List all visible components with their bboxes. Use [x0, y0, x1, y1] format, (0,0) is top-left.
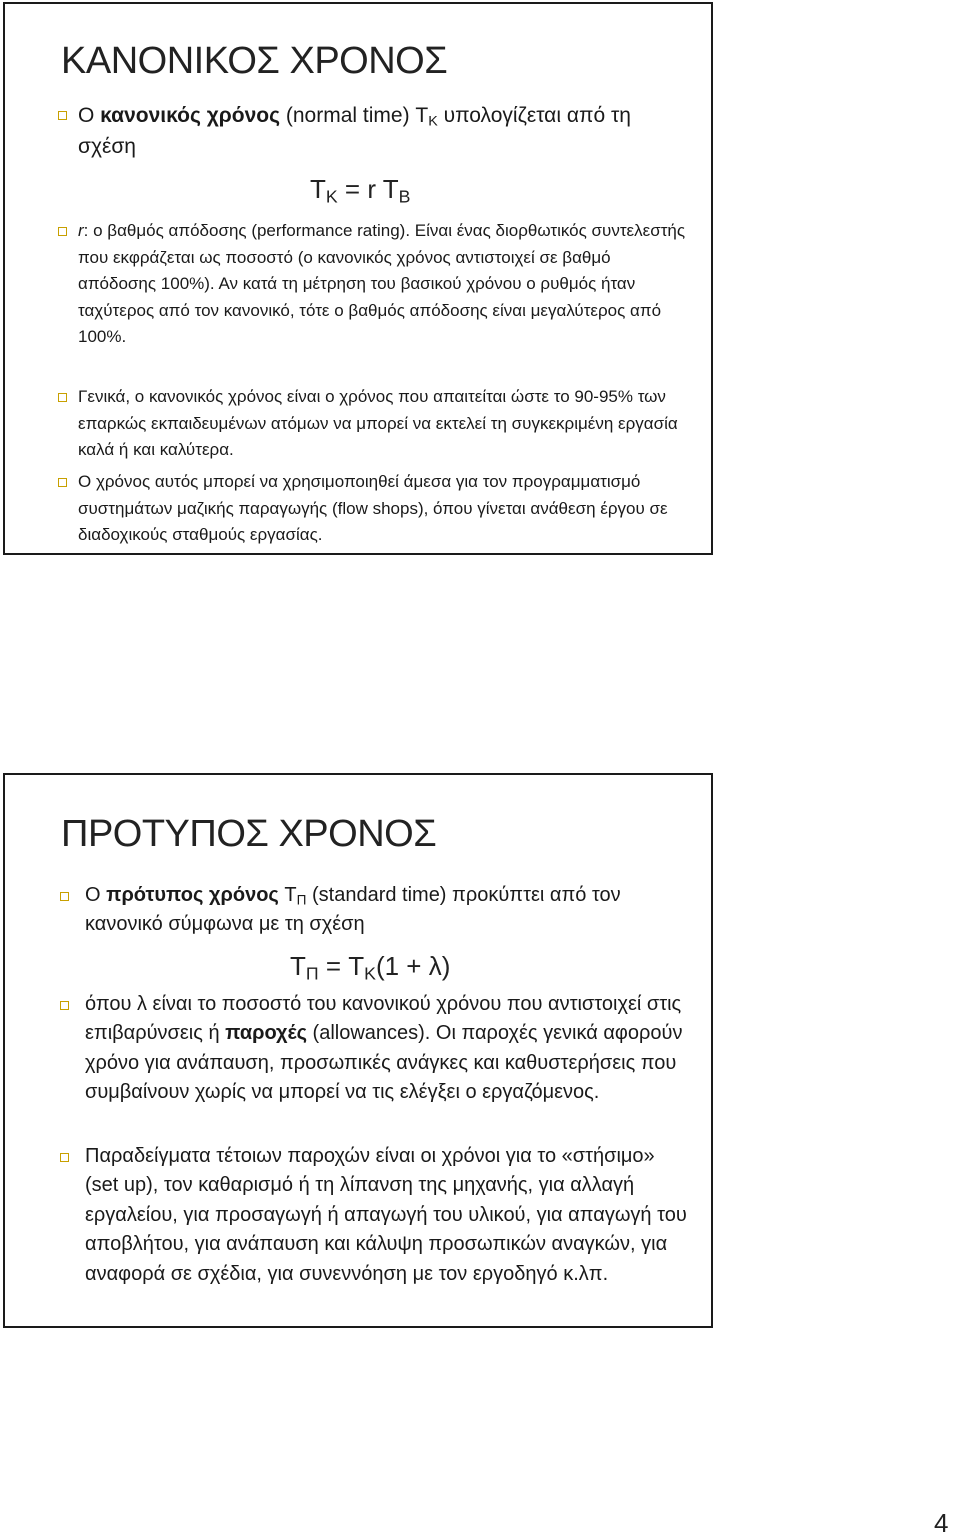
list-item: [78, 100, 687, 162]
bullet-text: Ο κανονικός χρόνος (normal time) $T_K$ υπολογίζεται από τη σχέση: [78, 104, 631, 158]
square-bullet-icon: [60, 1153, 69, 1162]
square-bullet-icon: [58, 111, 67, 120]
bullet-text: όπου λ είναι το ποσοστό του κανονικού χρόνου που αντιστοιχεί στις επιβαρύνσεις ή παροχές (allowances). Οι παροχές γενικά αφορούν χρόνο για ανάπαυση, προσωπικές ανάγκες και καθυστερήσεις που συμβαίνουν χωρίς να μπορεί να τις ελέγξει ο εργαζόμενος.: [85, 993, 683, 1104]
list-item: [85, 1142, 687, 1289]
slide-title: ΠΡΟΤΥΠΟΣ ΧΡΟΝΟΣ: [61, 813, 437, 855]
list-item: [85, 881, 687, 940]
bullet-text: Παραδείγματα τέτοιων παροχών είναι οι χρόνοι για το «στήσιμο» (set up), τον καθαρισμό ή τη λίπανση της μηχανής, για αλλαγή εργαλείου, για προσαγωγή ή απαγωγή του υλικού, για απαγωγή του αποβλήτου, για ανάπαυση και κάλυψη προσωπικών αναγκών, για αναφορά σε σχέδια, για συνεννόηση με τον εργοδηγό κ.λπ.: [85, 1145, 687, 1285]
square-bullet-icon: [60, 1001, 69, 1010]
square-bullet-icon: [58, 478, 67, 487]
slide-normal-time: [3, 2, 713, 555]
page-number: 4: [934, 1508, 949, 1538]
slide-standard-time: [3, 773, 713, 1328]
list-item: [85, 990, 687, 1108]
formula-normal-time: $T_K = r$ $T_B$: [310, 174, 411, 207]
list-item: [78, 384, 687, 464]
square-bullet-icon: [58, 393, 67, 402]
bullet-text: Γενικά, ο κανονικός χρόνος είναι ο χρόνος που απαιτείται ώστε το 90-95% των επαρκώς εκπαιδευμένων ατόμων να μπορεί να εκτελεί τη συγκεκριμένη εργασία καλά ή και καλύτερα.: [78, 387, 678, 459]
slide-title: ΚΑΝΟΝΙΚΟΣ ΧΡΟΝΟΣ: [61, 40, 448, 82]
square-bullet-icon: [58, 227, 67, 236]
list-item: [78, 469, 687, 549]
bullet-text: Ο χρόνος αυτός μπορεί να χρησιμοποιηθεί άμεσα για τον προγραμματισμό συστημάτων μαζικής παραγωγής (flow shops), όπου γίνεται ανάθεση έργου σε διαδοχικούς σταθμούς εργασίας.: [78, 472, 668, 544]
square-bullet-icon: [60, 892, 69, 901]
list-item: [78, 218, 687, 351]
formula-standard-time: $T_\Pi = T_K(1 + \lambda)$: [290, 951, 451, 984]
bullet-text: r: ο βαθμός απόδοσης (performance rating). Είναι ένας διορθωτικός συντελεστής που εκφράζεται ως ποσοστό (ο κανονικός χρόνος αντιστοιχεί σε βαθμό απόδοσης 100%). Αν κατά τη μέτρηση του βασικού χρόνου ο ρυθμός ήταν ταχύτερος από τον κανονικό, τότε ο βαθμός απόδοσης είναι μεγαλύτερος από 100%.: [78, 221, 686, 346]
bullet-text: Ο πρότυπος χρόνος $T_\Pi$ (standard time) προκύπτει από τον κανονικό σύμφωνα με τη σχέση: [85, 884, 621, 936]
